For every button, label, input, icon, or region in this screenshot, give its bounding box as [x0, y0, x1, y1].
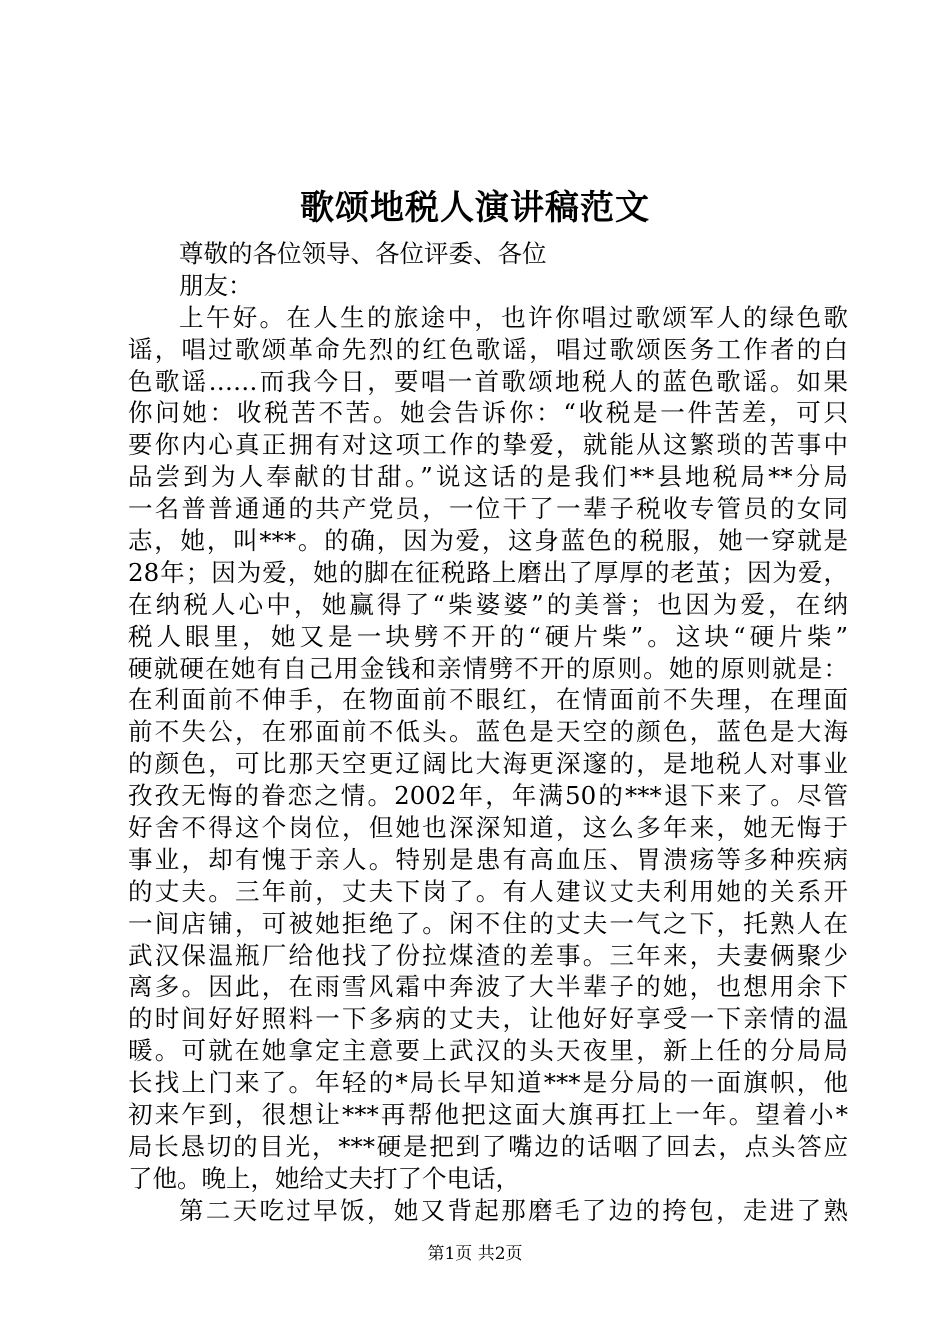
document-title: 歌颂地税人演讲稿范文: [300, 188, 650, 228]
body-text-line: 武汉保温瓶厂给他找了份拉煤渣的差事。三年来，夫妻俩聚少: [128, 940, 848, 970]
body-text-line: 前不失公，在邪面前不低头。蓝色是天空的颜色，蓝色是大海: [128, 717, 848, 747]
body-text-line: 一间店铺，可被她拒绝了。闲不住的丈夫一气之下，托熟人在: [128, 908, 848, 938]
body-text-line: 上午好。在人生的旅途中，也许你唱过歌颂军人的绿色歌: [179, 302, 848, 332]
body-text-line: 孜孜无悔的眷恋之情。2002年，年满50的***退下来了。尽管: [128, 781, 848, 811]
body-text-line: 长找上门来了。年轻的*局长早知道***是分局的一面旗帜，他: [128, 1068, 848, 1098]
body-text-line: 事业，却有愧于亲人。特别是患有高血压、胃溃疡等多种疾病: [128, 844, 848, 874]
body-text-line: 一名普普通通的共产党员，一位干了一辈子税收专管员的女同: [128, 494, 848, 524]
body-text-line: 好舍不得这个岗位，但她也深深知道，这么多年来，她无悔于: [128, 813, 848, 843]
body-text-line: 离多。因此，在雨雪风霜中奔波了大半辈子的她，也想用余下: [128, 972, 848, 1002]
body-text-line: 局长恳切的目光，***硬是把到了嘴边的话咽了回去，点头答应: [128, 1131, 848, 1161]
body-text-line: 朋友：: [179, 270, 253, 300]
body-text-line: 谣，唱过歌颂革命先烈的红色歌谣，唱过歌颂医务工作者的白: [128, 334, 848, 364]
body-text-line: 在纳税人心中，她赢得了“柴婆婆”的美誉；也因为爱，在纳: [128, 589, 848, 619]
body-text-line: 志，她，叫***。的确，因为爱，这身蓝色的税服，她一穿就是: [128, 526, 848, 556]
body-text-line: 28年；因为爱，她的脚在征税路上磨出了厚厚的老茧；因为爱，: [128, 557, 848, 587]
body-text-line: 要你内心真正拥有对这项工作的挚爱，就能从这繁琐的苦事中: [128, 430, 848, 460]
document-body: [128, 238, 848, 1227]
body-text-line: 品尝到为人奉献的甘甜。”说这话的是我们**县地税局**分局: [128, 462, 848, 492]
body-text-line: 税人眼里，她又是一块劈不开的“硬片柴”。这块“硬片柴”: [128, 621, 848, 651]
body-text-line: 的颜色，可比那天空更辽阔比大海更深邃的，是地税人对事业: [128, 749, 848, 779]
body-text-line: 尊敬的各位领导、各位评委、各位: [179, 239, 547, 268]
body-text-line: 第二天吃过早饭，她又背起那磨毛了边的挎包，走进了熟: [179, 1195, 848, 1225]
body-text-line: 的丈夫。三年前，丈夫下岗了。有人建议丈夫利用她的关系开: [128, 876, 848, 906]
body-text-line: 的时间好好照料一下多病的丈夫，让他好好享受一下亲情的温: [128, 1004, 848, 1034]
body-text-line: 初来乍到，很想让***再帮他把这面大旗再扛上一年。望着小*: [128, 1100, 848, 1130]
page-footer: 第1页 共2页: [427, 1244, 523, 1264]
body-text-line: 在利面前不伸手，在物面前不眼红，在情面前不失理，在理面: [128, 685, 848, 715]
body-text-line: 你问她：收税苦不苦。她会告诉你：“收税是一件苦差，可只: [128, 398, 848, 428]
body-text-line: 硬就硬在她有自己用金钱和亲情劈不开的原则。她的原则就是：: [128, 653, 848, 683]
body-text-line: 了他。晚上，她给丈夫打了个电话，: [128, 1163, 520, 1193]
body-text-line: 暖。可就在她拿定主意要上武汉的头天夜里，新上任的分局局: [128, 1036, 848, 1066]
body-text-line: 色歌谣……而我今日，要唱一首歌颂地税人的蓝色歌谣。如果: [128, 366, 848, 396]
